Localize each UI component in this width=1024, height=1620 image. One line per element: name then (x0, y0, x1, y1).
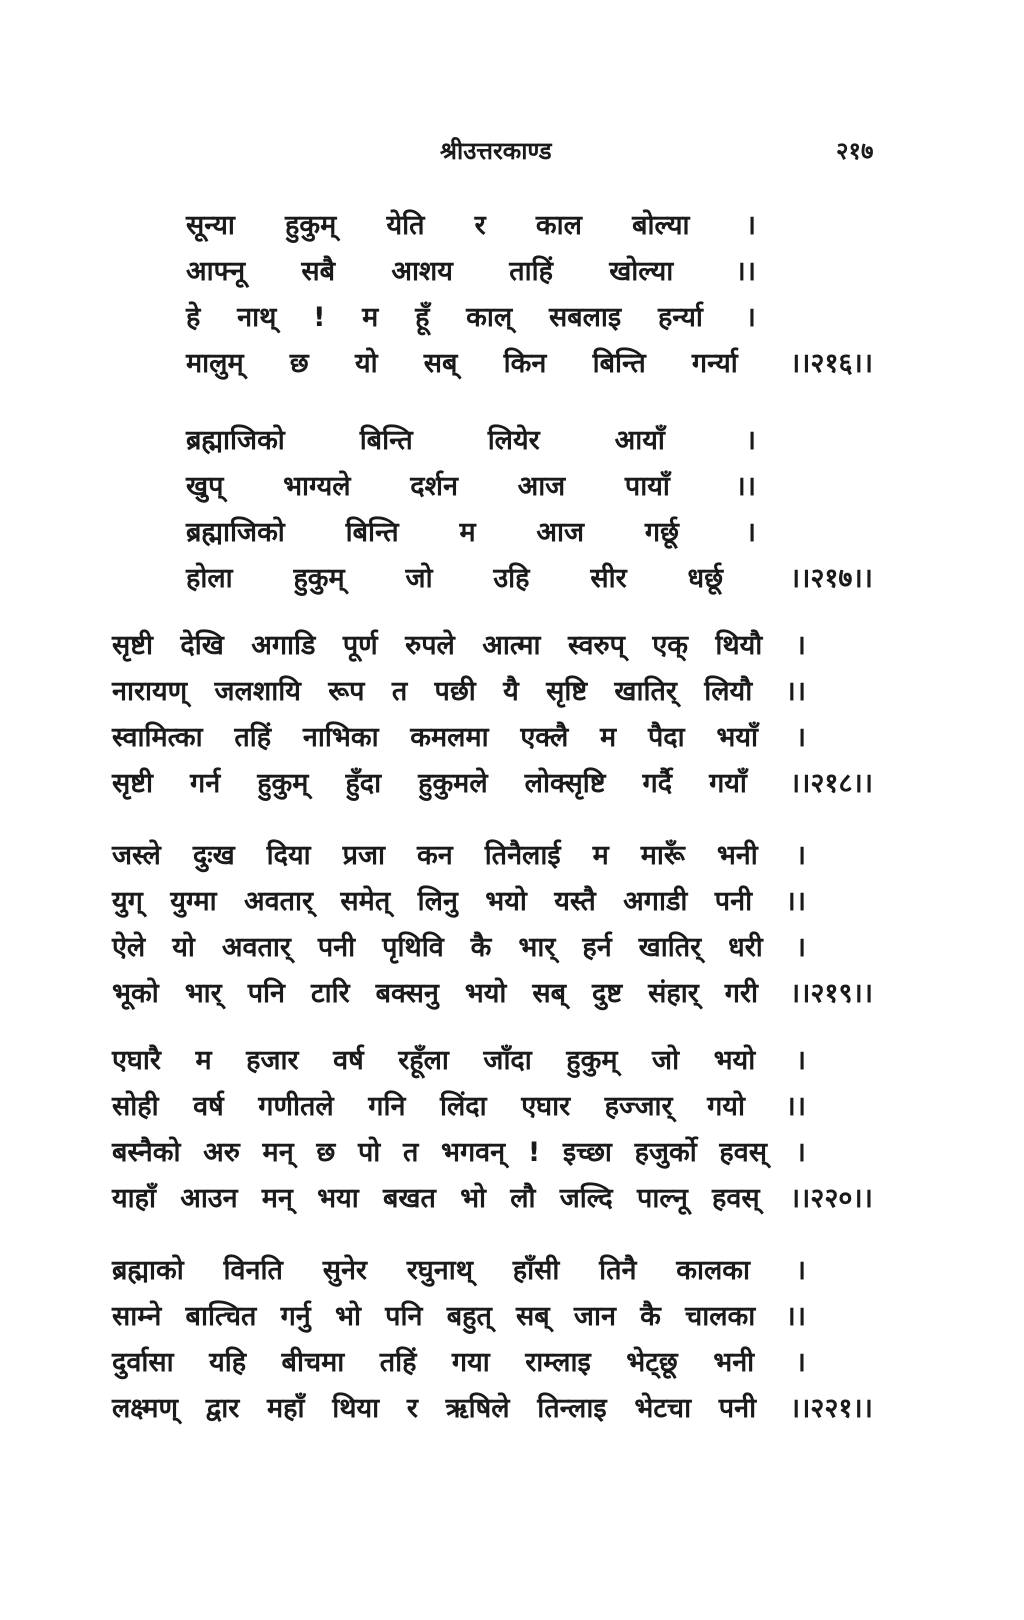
verse-word: तिनै (599, 1255, 637, 1286)
verse-word: एक्लै (520, 722, 569, 753)
verse-word: अगाडि (251, 630, 316, 661)
verse-word: पनी (718, 1393, 757, 1424)
verse-word: हर्न (582, 932, 612, 963)
verse-word: र (406, 1393, 418, 1424)
verse-word: त (402, 1137, 419, 1168)
verse-word: लौ (510, 1183, 536, 1214)
verse-word: वर्ष (333, 1045, 364, 1076)
verse-word: पो (357, 1137, 381, 1168)
verse-word: हवस् (712, 1183, 760, 1214)
verse-word: गरी (724, 978, 758, 1009)
verse-word: प्रजा (342, 840, 386, 871)
verse-word: रूप (328, 676, 365, 707)
verse-word: लियौ (704, 676, 753, 707)
verse-word: हे (186, 302, 201, 333)
verse-word: सृष्टी (112, 630, 154, 661)
verse-word: हाँसी (512, 1255, 560, 1286)
verse-word: यस्तै (554, 886, 596, 917)
verse-word: भेट्छू (626, 1347, 678, 1378)
verse-word: नाभिका (302, 722, 379, 753)
verse-number: ।।२१६।। (789, 348, 873, 379)
verse-word: वर्ष (193, 1091, 224, 1122)
verse-word: सबै (301, 256, 336, 287)
verse-word: आज (536, 517, 585, 548)
verse-word: सून्या (186, 210, 235, 241)
verse-word: भो (460, 1183, 487, 1214)
verse-word: सोही (112, 1091, 159, 1122)
verse-word: मन् (262, 1137, 294, 1168)
verse-word: नाथ् (237, 302, 277, 333)
verse-word: ब्रह्माजिको (186, 425, 285, 456)
verse-word: गर्न्या (691, 348, 738, 379)
danda: । (795, 1137, 806, 1168)
verse-word: थिया (332, 1393, 380, 1424)
verse-line (112, 1132, 806, 1176)
verse-word: इच्छा (562, 1137, 612, 1168)
verse-word: काल् (466, 302, 513, 333)
verse-word: काल (535, 210, 582, 241)
verse-word: पछी (434, 676, 476, 707)
verse-number: ।।२२०।। (789, 1183, 873, 1214)
verse-line (112, 1178, 873, 1222)
verse-word: रघुनाथ् (406, 1255, 473, 1286)
verse-word: जाँदा (483, 1045, 532, 1076)
verse-word: म (195, 1045, 212, 1076)
verse-word: कै (640, 1301, 661, 1332)
verse-word: लियेर (487, 425, 540, 456)
verse-word: पनि (385, 1301, 423, 1332)
verse-word: द्वार (205, 1393, 240, 1424)
verse-word: सीर (590, 563, 627, 594)
verse-word: दिया (266, 840, 311, 871)
verse-word: भया (317, 1183, 359, 1214)
verse-word: गया (451, 1347, 490, 1378)
verse-word: पनी (317, 932, 356, 963)
verse-word: बिन्ति (345, 517, 399, 548)
verse-word: गर्नु (280, 1301, 311, 1332)
verse-line (112, 1250, 806, 1294)
danda: । (795, 840, 806, 871)
verse-word: सृष्टी (112, 768, 154, 799)
danda: ।। (785, 1301, 806, 1332)
verse-line (186, 420, 756, 464)
verse-word: तहिं (234, 722, 272, 753)
verse-word: सुनेर (322, 1255, 367, 1286)
verse-word: गयाँ (709, 768, 747, 799)
verse-line (112, 1342, 806, 1386)
verse-line (186, 343, 873, 387)
danda: । (795, 722, 806, 753)
verse-word: दुर्वासा (112, 1347, 174, 1378)
verse-word: तिन्लाइ (537, 1393, 607, 1424)
verse-word: हुकुम् (285, 210, 337, 241)
verse-word: भो (334, 1301, 361, 1332)
verse-word: जलशायि (214, 676, 301, 707)
verse-word: आउन (180, 1183, 238, 1214)
verse-word: भूको (112, 978, 159, 1009)
verse-word: अवतार् (243, 886, 314, 917)
verse-word: हवस् (719, 1137, 767, 1168)
verse-word: भयो (713, 1045, 756, 1076)
verse-word: सब् (516, 1301, 550, 1332)
verse-word: स्वरुप् (567, 630, 625, 661)
danda: ।। (735, 256, 756, 287)
verse-word: छ (316, 1137, 336, 1168)
danda: । (795, 932, 806, 963)
verse-word: येति (386, 210, 425, 241)
verse-word: जल्दि (559, 1183, 613, 1214)
verse-word: र (474, 210, 486, 241)
verse-word: एक् (652, 630, 688, 661)
danda: । (795, 1347, 806, 1378)
verse-line (112, 973, 873, 1017)
verse-word: संहार् (648, 978, 699, 1009)
verse-word: साम्ने (112, 1301, 162, 1332)
verse-word: उहि (493, 563, 530, 594)
verse-word: गर्छू (644, 517, 679, 548)
verse-word: एघारै (112, 1045, 161, 1076)
verse-word: ताहिं (509, 256, 553, 287)
danda: । (745, 425, 756, 456)
verse-word: म (600, 722, 617, 753)
verse-word: भेटचा (634, 1393, 692, 1424)
verse-word: पाल्नू (636, 1183, 688, 1214)
danda: । (795, 1255, 806, 1286)
verse-word: मन् (261, 1183, 293, 1214)
verse-word: खोल्या (609, 256, 674, 287)
verse-word: धरी (728, 932, 763, 963)
verse-word: समेत् (340, 886, 391, 917)
verse-word: छ (289, 348, 309, 379)
verse-word: दुष्ट (592, 978, 623, 1009)
verse-word: स्वामित्का (112, 722, 203, 753)
verse-word: भार् (518, 932, 556, 963)
verse-word: लिनु (417, 886, 458, 917)
verse-word: पनि (247, 978, 286, 1009)
verse-word: कालका (676, 1255, 750, 1286)
verse-word: मालुम् (186, 348, 244, 379)
verse-word: त (391, 676, 408, 707)
verse-word: गनि (368, 1091, 406, 1122)
verse-line (112, 671, 806, 715)
verse-word: रहूँला (398, 1045, 449, 1076)
verse-word: बहुत् (446, 1301, 492, 1332)
verse-word: हुँदा (345, 768, 382, 799)
verse-word: रुपले (405, 630, 455, 661)
verse-word: कमलमा (410, 722, 489, 753)
verse-word: हुकुम् (566, 1045, 618, 1076)
verse-word: महाँ (267, 1393, 305, 1424)
verse-word: गयो (707, 1091, 745, 1122)
verse-line (112, 1296, 806, 1340)
verse-word: बीचमा (281, 1347, 345, 1378)
verse-word: तिनैलाई (484, 840, 561, 871)
verse-word: अगाडी (623, 886, 688, 917)
verse-word: भार् (184, 978, 222, 1009)
verse-word: जो (405, 563, 433, 594)
verse-number: ।।२१८।। (789, 768, 873, 799)
verse-word: लोक्सृष्टि (524, 768, 606, 799)
verse-word: हुकुमले (418, 768, 488, 799)
danda: । (795, 1045, 806, 1076)
verse-line (186, 297, 756, 341)
verse-word: देखि (180, 630, 224, 661)
verse-word: दर्शन (410, 471, 458, 502)
verse-line (112, 927, 806, 971)
verse-line (112, 1040, 806, 1084)
verse-word: सब् (423, 348, 458, 379)
verse-word: जान (573, 1301, 616, 1332)
verse-word: सृष्टि (546, 676, 588, 707)
verse-word: आयाँ (614, 425, 665, 456)
verse-word: दुःख (192, 840, 235, 871)
verse-word: राम्लाइ (525, 1347, 591, 1378)
verse-word: अवतार् (221, 932, 291, 963)
verse-word: गर्न (190, 768, 221, 799)
verse-word: यै (503, 676, 519, 707)
verse-word: हुकुम् (293, 563, 345, 594)
verse-word: बस्नैको (112, 1137, 181, 1168)
verse-word: याहाँ (112, 1183, 156, 1214)
verse-word: बोल्या (632, 210, 690, 241)
verse-word: सब् (532, 978, 567, 1009)
verse-word: ब्रह्माजिको (186, 517, 285, 548)
verse-word: यहि (209, 1347, 247, 1378)
verse-word: म (362, 302, 379, 333)
verse-word: यो (354, 348, 378, 379)
page-number: २१७ (836, 137, 874, 165)
verse-word: मारूँ (640, 840, 685, 871)
verse-word: हजुर्को (634, 1137, 697, 1168)
verse-word: पनी (714, 886, 753, 917)
verse-line (186, 512, 756, 556)
danda: । (745, 302, 756, 333)
verse-word: सबलाइ (548, 302, 622, 333)
verse-word: म (459, 517, 476, 548)
verse-word: बिन्ति (359, 425, 413, 456)
verse-word: युग्मा (170, 886, 217, 917)
danda: । (745, 210, 756, 241)
verse-word: गर्दै (642, 768, 673, 799)
verse-word: भयाँ (716, 722, 758, 753)
verse-line (112, 1388, 873, 1432)
verse-word: गणीतले (258, 1091, 334, 1122)
verse-word: कन (416, 840, 453, 871)
verse-word: थियौ (715, 630, 763, 661)
verse-word: विनति (223, 1255, 283, 1286)
page-header (0, 134, 1024, 174)
verse-word: खातिर् (638, 932, 702, 963)
verse-word: बक्सनु (375, 978, 439, 1009)
verse-word: किन (503, 348, 547, 379)
danda: । (745, 517, 756, 548)
verse-word: यो (172, 932, 195, 963)
verse-word: भनी (713, 1347, 755, 1378)
verse-word: कै (470, 932, 492, 963)
verse-word: आज (517, 471, 566, 502)
verse-line (186, 251, 756, 295)
verse-line (186, 205, 756, 249)
verse-word: ब्रह्माको (112, 1255, 184, 1286)
verse-word: हर्न्या (657, 302, 703, 333)
verse-number: ।।२१७।। (789, 563, 873, 594)
verse-line (186, 466, 756, 510)
danda: ।। (785, 886, 806, 917)
verse-word: बिन्ति (592, 348, 646, 379)
verse-line (112, 717, 806, 761)
verse-word: पृथिवि (382, 932, 444, 963)
verse-word: नारायण् (112, 676, 188, 707)
verse-word: जो (652, 1045, 680, 1076)
verse-word: हज्जार् (604, 1091, 673, 1122)
verse-word: म (592, 840, 609, 871)
verse-word: ऋषिले (445, 1393, 510, 1424)
danda: ।। (735, 471, 756, 502)
verse-word: हूँ (415, 302, 430, 333)
verse-word: हजार (246, 1045, 299, 1076)
verse-word: होला (186, 563, 233, 594)
verse-word: बखत (382, 1183, 436, 1214)
verse-word: खातिर् (614, 676, 677, 707)
verse-word: भनी (716, 840, 758, 871)
danda: ।। (785, 1091, 806, 1122)
verse-word: तहिं (379, 1347, 417, 1378)
verse-word: युग् (112, 886, 143, 917)
verse-word: चालका (685, 1301, 756, 1332)
verse-word: धर्छू (687, 563, 724, 594)
verse-word: भगवन् (440, 1137, 506, 1168)
verse-word: बात्चित (185, 1301, 257, 1332)
verse-word: खुप् (186, 471, 224, 502)
verse-word: पैदा (647, 722, 685, 753)
danda: । (795, 630, 806, 661)
verse-number: ।।२२१।। (789, 1393, 873, 1424)
verse-word: जस्ले (112, 840, 161, 871)
verse-word: आफ्नू (186, 256, 246, 287)
verse-line (112, 881, 806, 925)
verse-word: भयो (485, 886, 527, 917)
verse-word: हुकुम् (257, 768, 309, 799)
verse-word: लक्ष्मण् (112, 1393, 178, 1424)
verse-line (112, 835, 806, 879)
verse-line (112, 763, 873, 807)
verse-word: आशय (391, 256, 453, 287)
verse-word: ! (527, 1137, 541, 1168)
danda: ।। (785, 676, 806, 707)
verse-word: लिंदा (440, 1091, 487, 1122)
verse-word: ! (313, 302, 326, 333)
verse-word: अरु (203, 1137, 240, 1168)
verse-word: भयो (464, 978, 507, 1009)
verse-word: पूर्ण (342, 630, 378, 661)
page-title: श्रीउत्तरकाण्ड (440, 137, 552, 165)
verse-line (112, 625, 806, 669)
verse-line (112, 1086, 806, 1130)
verse-word: ऐले (112, 932, 146, 963)
verse-word: एघार (521, 1091, 571, 1122)
verse-number: ।।२१९।। (789, 978, 873, 1009)
verse-word: आत्मा (482, 630, 541, 661)
verse-word: पायाँ (624, 471, 670, 502)
verse-word: टारि (310, 978, 350, 1009)
verse-line (186, 558, 873, 602)
verse-word: भाग्यले (283, 471, 351, 502)
